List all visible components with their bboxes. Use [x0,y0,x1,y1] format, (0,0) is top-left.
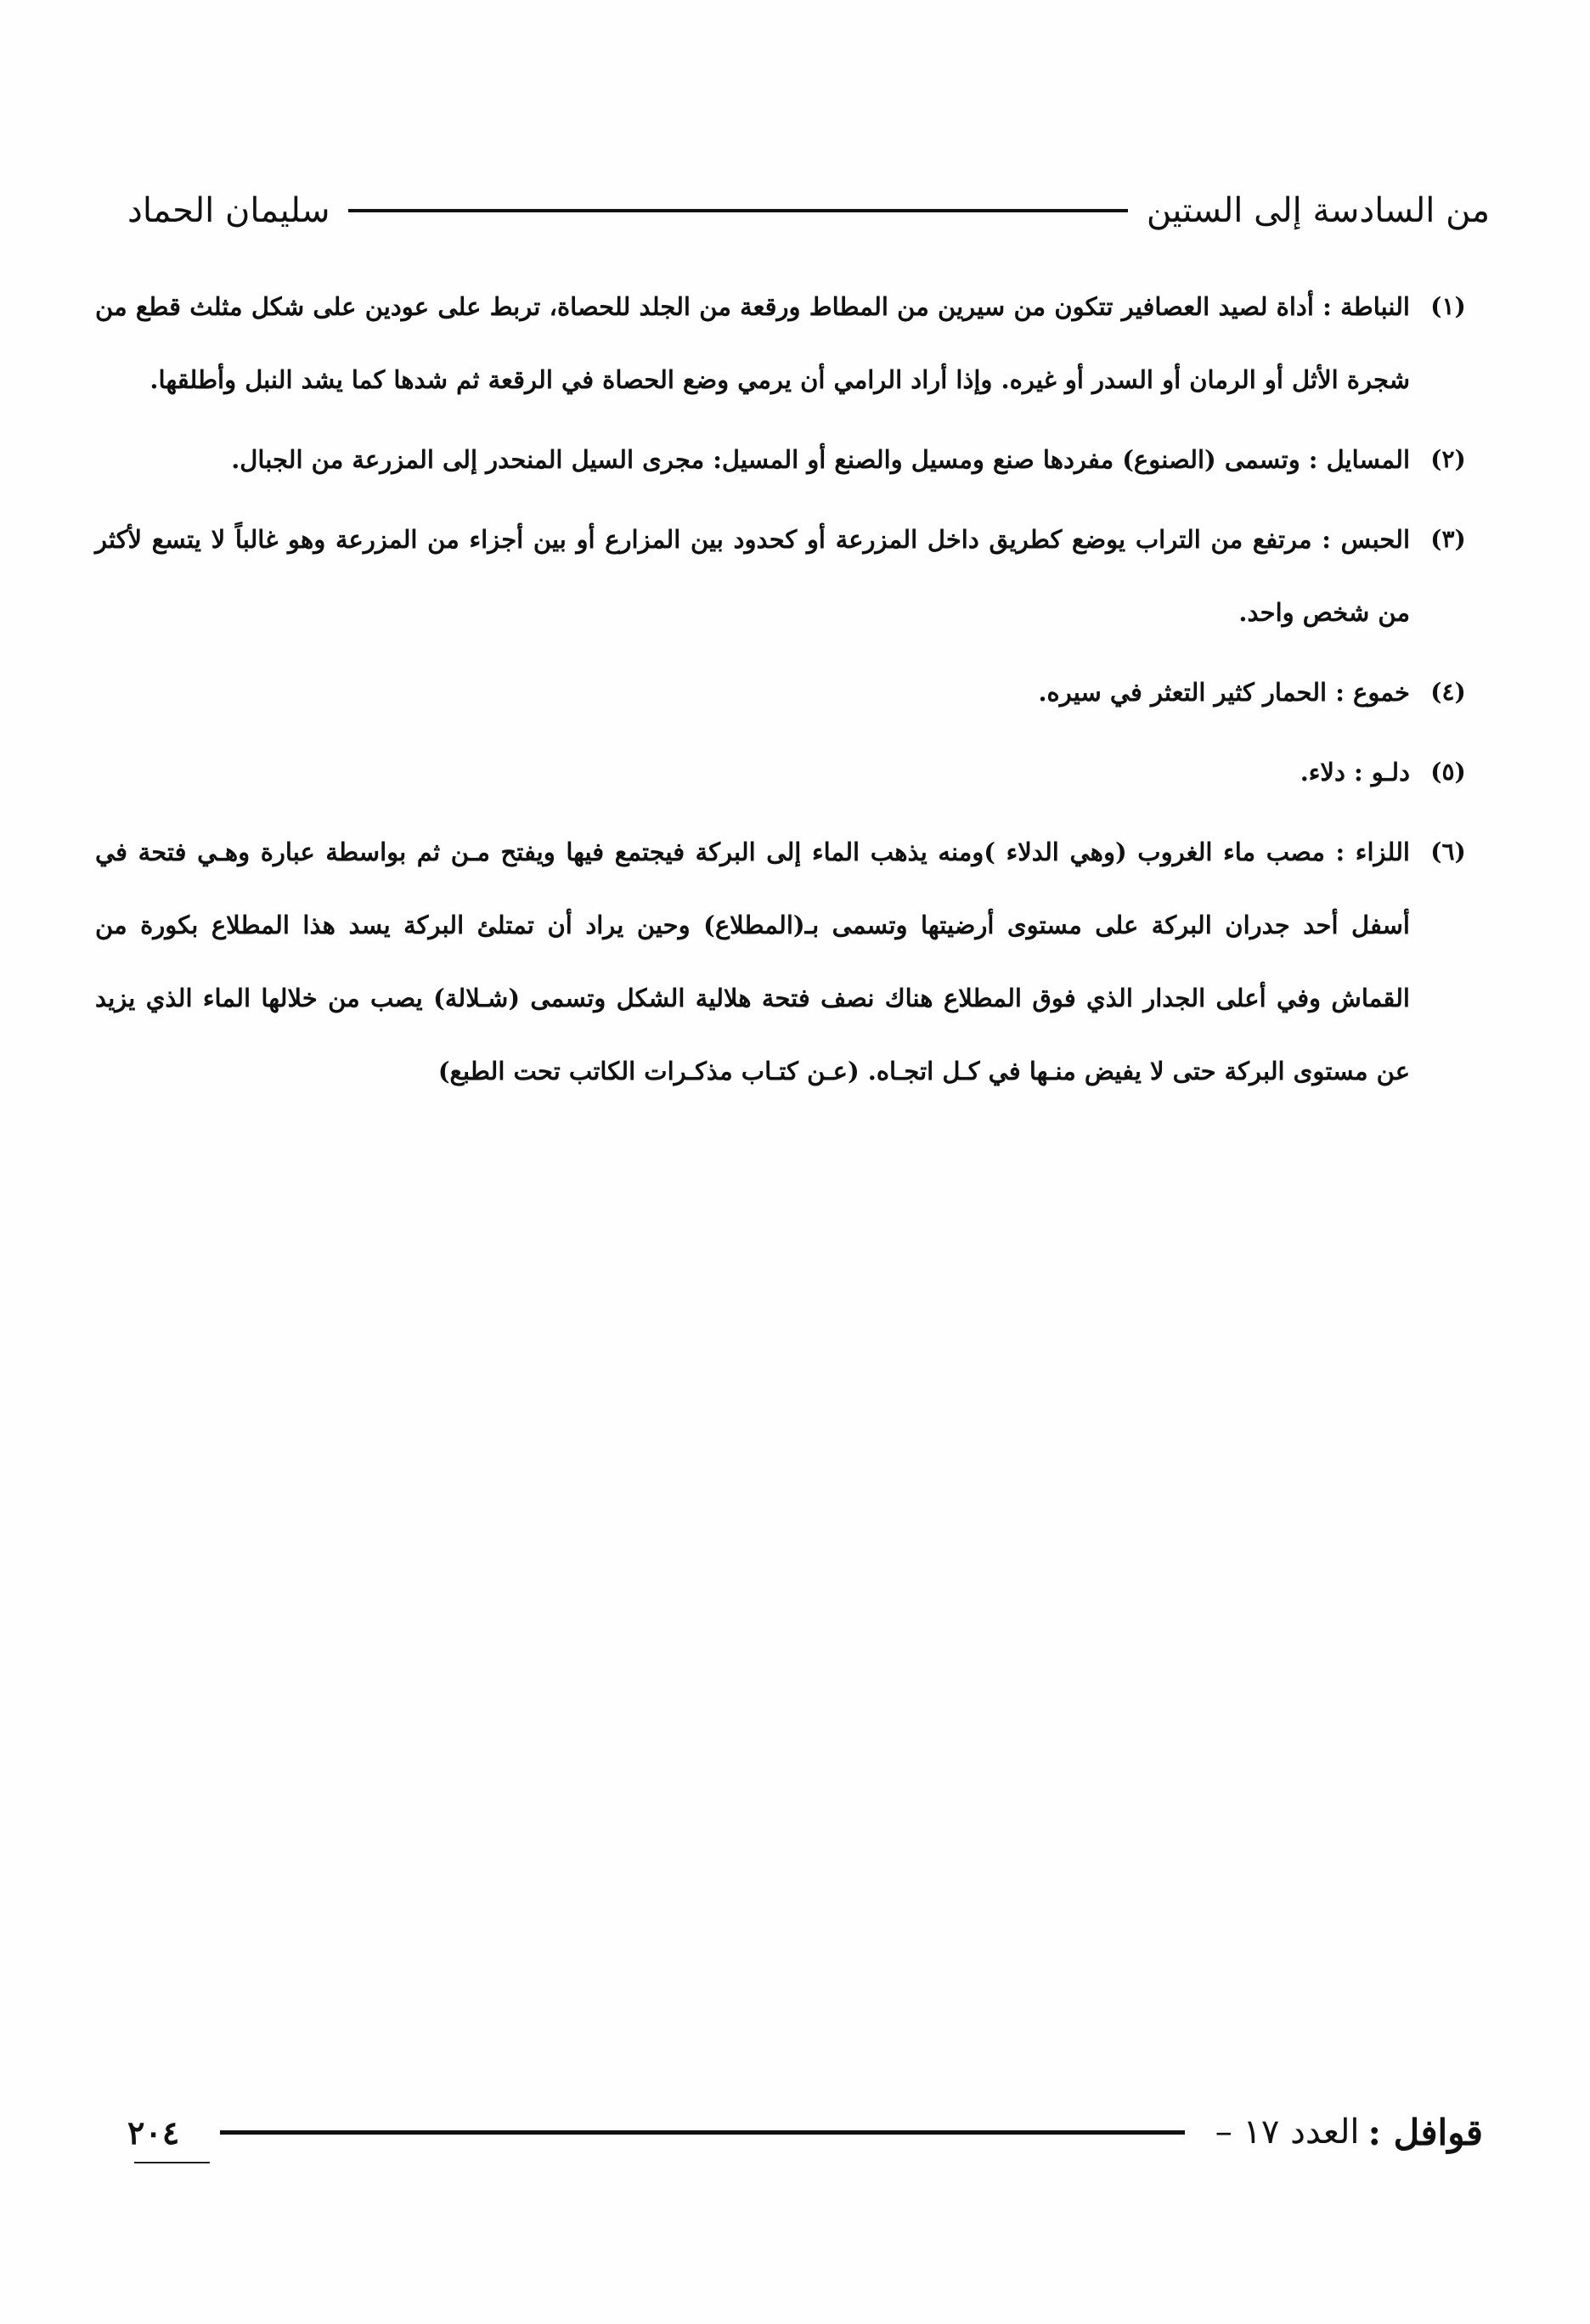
footnote-2 [95,423,1486,496]
footnote-3 [95,503,1486,649]
page-footer [127,2098,1483,2166]
journal-name: قوافل : [1367,2111,1483,2153]
footnote-1 [95,270,1486,416]
footnote-text: اللزاء : مصب ماء الغروب (وهي الدلاء )ومنه يذهب الماء إلى البركة فيجتمع فيها ويفتح مـن ثم بواسطة عبارة وهـي فتحة في أسفل أحد جدران البركة على مستوى أرضيتها وتسمى بـ(المطلاع) وحين يراد أن تمتلئ البركة يسد هذا المطلاع بكورة من القماش وفي أعلى الجدار الذي فوق المطلاع هناك نصف فتحة هلالية الشكل وتسمى (شـلالة) يصب من خلالها الماء الذي يزيد عن مستوى البركة حتى لا يفيض منـها في كـل اتجـاه. (عـن كتـاب مذكـرات الكاتب تحت الطبع) [95,838,1410,1086]
running-header [127,185,1490,236]
footnote-number: (٣) [1430,525,1466,553]
footnote-number: (٥) [1430,758,1466,786]
footnote-text: الحبس : مرتفع من التراب يوضع كطريق داخل المزرعة أو كحدود بين المزارع أو بين أجزاء من المزرعة وهو غالباً لا يتسع لأكثر من شخص واحد. [95,525,1410,627]
footnote-4 [95,656,1486,729]
header-rule [348,209,1127,212]
page-number: ٢٠٤ [127,2113,220,2152]
footnote-6 [95,815,1486,1108]
footnote-number: (٦) [1430,838,1466,866]
author-name: سليمان الحماد [127,191,330,230]
footnotes-list [95,270,1486,1114]
issue-number: العدد ١٧ – [1215,2112,1360,2152]
footnote-5 [95,736,1486,809]
footnote-text: المسايل : وتسمى (الصنوع) مفردها صنع ومسيل والصنع أو المسيل: مجرى السيل المنحدر إلى المزرعة من الجبال. [231,445,1410,474]
footnote-number: (١) [1430,292,1466,320]
footnote-number: (٢) [1430,445,1466,473]
book-title: من السادسة إلى الستين [1146,191,1490,230]
footer-rule [220,2130,1184,2135]
footnote-text: النباطة : أداة لصيد العصافير تتكون من سيرين من المطاط ورقعة من الجلد للحصاة، تربط على عودين على شكل مثلث قطع من شجرة الأثل أو الرمان أو السدر أو غيره. وإذا أراد الرامي أن يرمي وضع الحصاة في الرقعة ثم شدها كما يشد النبل وأطلقها. [95,292,1410,394]
footnote-number: (٤) [1430,678,1466,706]
footnote-text: دلـو : دلاء. [1300,758,1410,787]
footnote-text: خموع : الحمار كثير التعثر في سيره. [1038,678,1410,707]
